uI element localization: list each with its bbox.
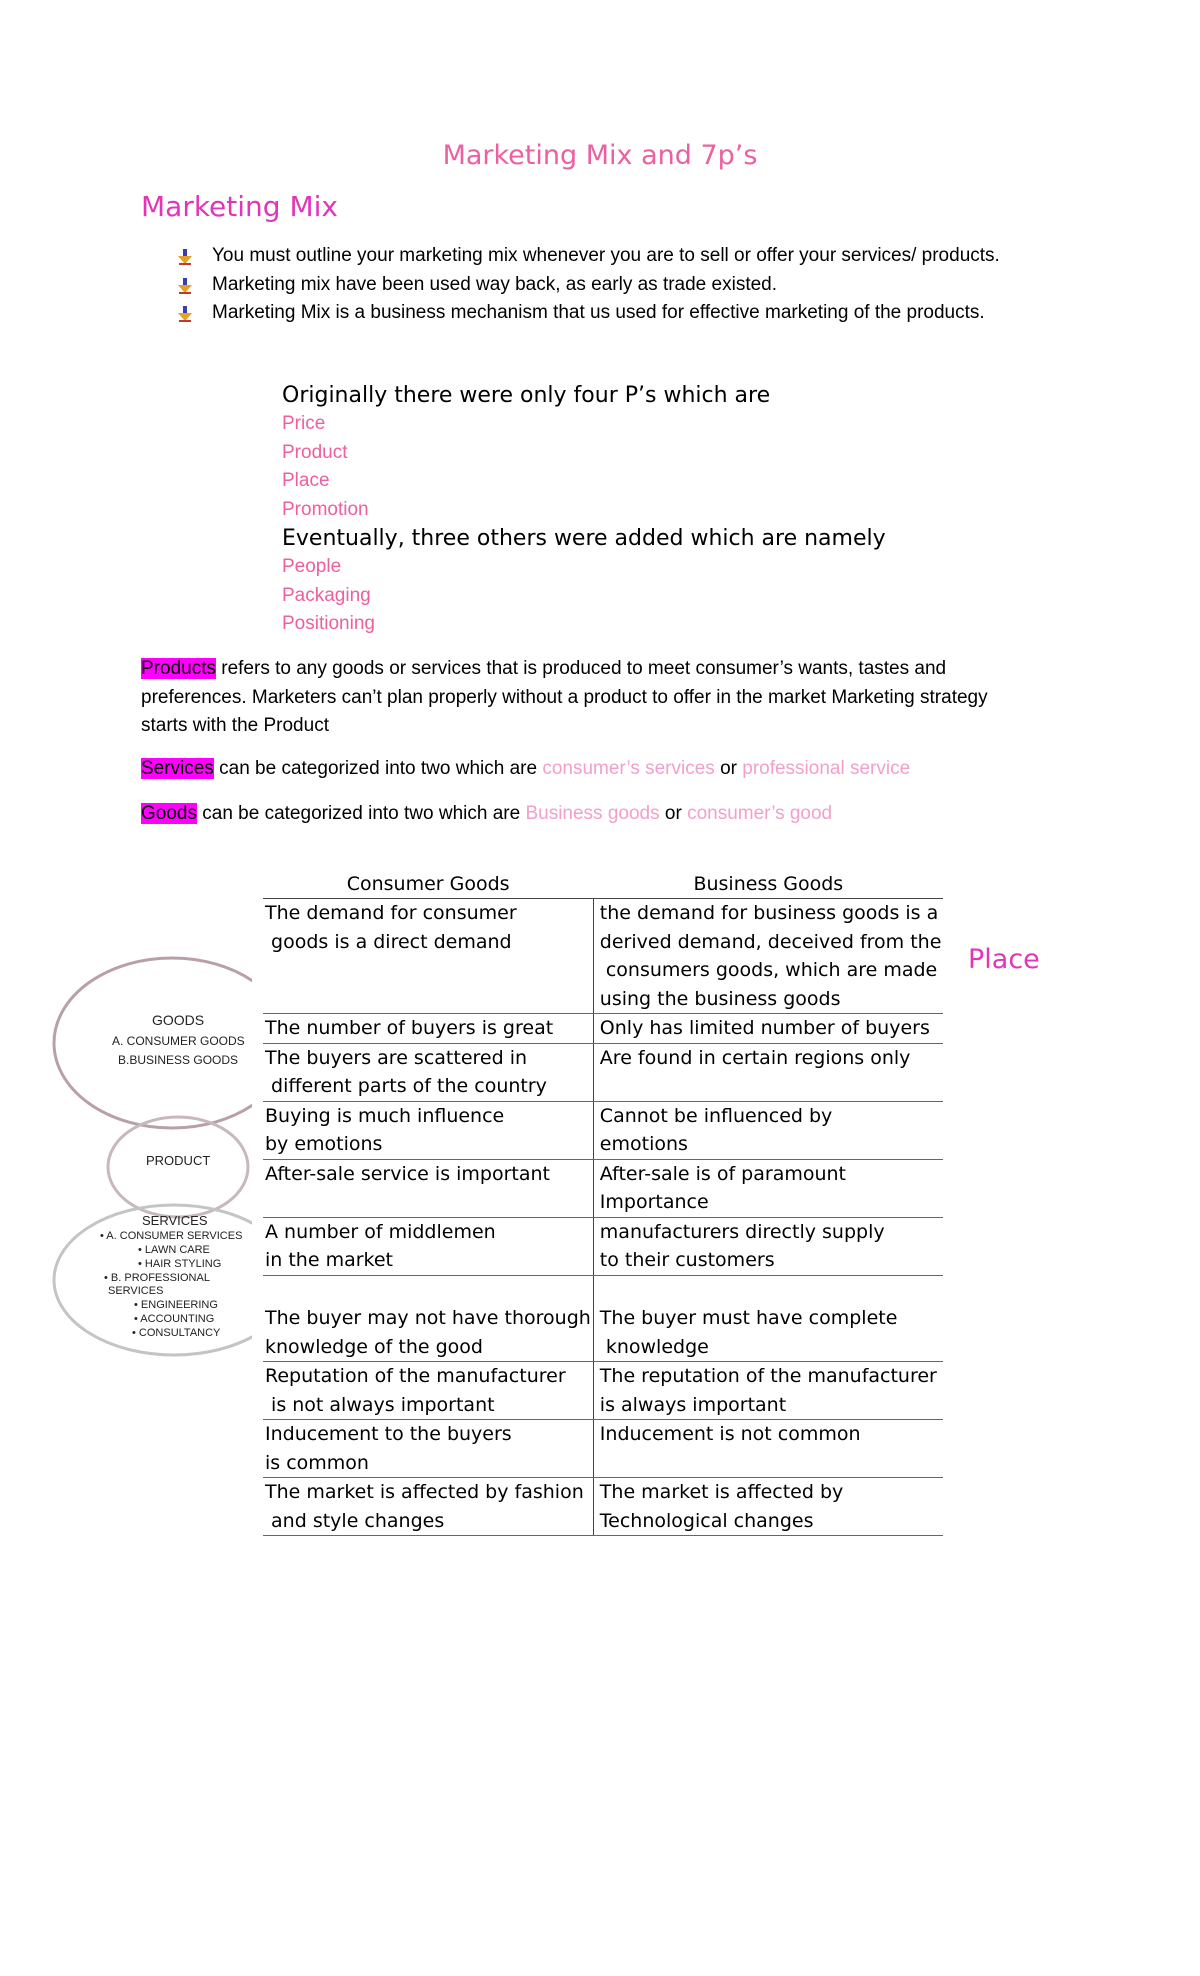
arrow-down-bullet-icon xyxy=(176,305,194,323)
services-text: can be categorized into two which are xyxy=(213,758,543,779)
cell-line: is common xyxy=(265,1451,369,1474)
cell-line: using the business goods xyxy=(599,987,841,1010)
cell-line: The number of buyers is great xyxy=(265,1017,554,1039)
table-header-row xyxy=(263,870,943,899)
p-item-product: Product xyxy=(282,441,348,463)
diagram-services-item: • LAWN CARE xyxy=(138,1244,210,1256)
cell-line: the demand for business goods is a xyxy=(599,902,939,924)
cell-line: to their customers xyxy=(599,1249,775,1271)
table-row xyxy=(263,1014,943,1044)
services-or: or xyxy=(714,758,743,779)
p-item-price: Price xyxy=(282,413,326,434)
cell-consumer-goods xyxy=(263,899,593,1014)
p-item-promotion: Promotion xyxy=(282,498,369,520)
cell-line: in the market xyxy=(265,1249,394,1271)
cell-line: Inducement is not common xyxy=(599,1423,861,1445)
table-row xyxy=(263,1159,943,1217)
cell-line: The reputation of the manufacturer xyxy=(599,1365,937,1387)
table-row xyxy=(263,899,943,1014)
cell-business-goods xyxy=(593,1478,943,1536)
services-option-professional: professional service xyxy=(742,758,911,779)
p-item-packaging: Packaging xyxy=(282,584,371,606)
cell-line: by emotions xyxy=(265,1133,383,1155)
services-paragraph xyxy=(141,755,1061,784)
cell-line: is always important xyxy=(599,1393,787,1416)
cell-line: different parts of the country xyxy=(265,1075,547,1097)
bullet-text: You must outline your marketing mix whenever you are to sell or offer your services/ products. xyxy=(212,245,1000,266)
p-item-positioning: Positioning xyxy=(282,613,375,634)
goods-or: or xyxy=(659,803,688,824)
table-row xyxy=(263,1217,943,1275)
cell-line: knowledge of the good xyxy=(265,1335,483,1358)
arrow-down-bullet-icon xyxy=(176,277,194,295)
four-ps-intro: Originally there were only four P’s which are xyxy=(282,383,771,408)
highlight-term-products: Products xyxy=(141,658,216,679)
cell-business-goods xyxy=(593,1362,943,1420)
cell-line xyxy=(600,1276,942,1305)
goods-option-business: Business goods xyxy=(525,803,660,824)
cell-line: Technological changes xyxy=(599,1509,814,1532)
diagram-goods-a: A. CONSUMER GOODS xyxy=(112,1034,245,1048)
cell-consumer-goods xyxy=(263,1478,593,1536)
cell-line: emotions xyxy=(599,1133,688,1155)
arrow-down-bullet-icon xyxy=(176,248,194,266)
bullet-item xyxy=(176,242,1000,271)
cell-line: The demand for consumer xyxy=(265,902,517,924)
seven-ps-list xyxy=(282,381,886,639)
cell-consumer-goods xyxy=(263,1275,593,1362)
cell-business-goods xyxy=(593,1101,943,1159)
cell-line: The buyers are scattered in xyxy=(265,1046,528,1069)
extra-ps-intro: Eventually, three others were added which are namely xyxy=(282,526,886,551)
p-item-place: Place xyxy=(282,470,330,491)
header-business-goods: Business Goods xyxy=(593,870,943,899)
table-row xyxy=(263,1275,943,1362)
cell-line: Only has limited number of buyers xyxy=(599,1017,930,1039)
cell-line: derived demand, deceived from the xyxy=(599,930,942,953)
diagram-goods-b: B.BUSINESS GOODS xyxy=(118,1053,239,1067)
cell-line: consumers goods, which are made xyxy=(599,959,938,981)
table-body xyxy=(263,899,943,1536)
products-text-line3: starts with the Product xyxy=(141,715,329,736)
cell-line: After-sale service is important xyxy=(265,1162,550,1185)
goods-paragraph xyxy=(141,800,1061,829)
diagram-services-item: • CONSULTANCY xyxy=(132,1327,221,1339)
cell-line: is not always important xyxy=(265,1393,495,1416)
cell-consumer-goods xyxy=(263,1101,593,1159)
bullet-item xyxy=(176,299,1000,328)
p-item-people: People xyxy=(282,556,342,577)
cell-line: The buyer must have complete xyxy=(599,1307,898,1329)
cell-consumer-goods xyxy=(263,1014,593,1044)
cell-business-goods xyxy=(593,1420,943,1478)
highlight-term-goods: Goods xyxy=(141,803,197,824)
cell-line: knowledge xyxy=(599,1335,709,1358)
table-row xyxy=(263,1101,943,1159)
cell-consumer-goods xyxy=(263,1217,593,1275)
section-heading-marketing-mix: Marketing Mix xyxy=(141,190,338,223)
diagram-services-item: • HAIR STYLING xyxy=(138,1258,222,1270)
page-title: Marketing Mix and 7p’s xyxy=(442,140,758,171)
bullet-text: Marketing mix have been used way back, as early as trade existed. xyxy=(212,273,778,295)
table-row xyxy=(263,1362,943,1420)
diagram-services-item: • B. PROFESSIONAL xyxy=(104,1272,210,1284)
cell-line: Reputation of the manufacturer xyxy=(265,1365,566,1387)
cell-line: goods is a direct demand xyxy=(265,930,512,953)
cell-line: The market is affected by fashion xyxy=(265,1481,584,1503)
table-row xyxy=(263,1420,943,1478)
cell-consumer-goods xyxy=(263,1043,593,1101)
cell-line: Are found in certain regions only xyxy=(599,1046,911,1069)
cell-line: The market is affected by xyxy=(599,1481,844,1503)
goods-text: can be categorized into two which are xyxy=(196,803,526,824)
cell-consumer-goods xyxy=(263,1362,593,1420)
cell-line: Cannot be influenced by xyxy=(599,1104,833,1127)
cell-line: Importance xyxy=(599,1191,709,1213)
table-row xyxy=(263,1478,943,1536)
bullet-item xyxy=(176,271,1000,300)
cell-business-goods xyxy=(593,1014,943,1044)
cell-line xyxy=(265,1276,591,1305)
cell-line: The buyer may not have thorough xyxy=(265,1307,591,1329)
highlight-term-services: Services xyxy=(141,758,214,779)
consumer-vs-business-goods-table xyxy=(263,870,943,1536)
place-label: Place xyxy=(968,944,1040,975)
bullet-text: Marketing Mix is a business mechanism that us used for effective marketing of the products. xyxy=(212,302,985,323)
diagram-goods-title: GOODS xyxy=(152,1012,205,1028)
products-paragraph xyxy=(141,655,1061,741)
cell-line: Inducement to the buyers xyxy=(265,1423,512,1445)
goods-option-consumer: consumer’s good xyxy=(687,803,833,824)
cell-line: A number of middlemen xyxy=(265,1220,496,1243)
cell-business-goods xyxy=(593,1275,943,1362)
header-consumer-goods: Consumer Goods xyxy=(263,870,593,899)
cell-line: and style changes xyxy=(265,1509,445,1532)
diagram-services-item: • A. CONSUMER SERVICES xyxy=(100,1230,243,1242)
cell-consumer-goods xyxy=(263,1420,593,1478)
services-option-consumer: consumer’s services xyxy=(542,758,715,779)
diagram-services-item: • ENGINEERING xyxy=(134,1299,218,1311)
diagram-services-item: SERVICES xyxy=(108,1285,164,1297)
cell-business-goods xyxy=(593,1043,943,1101)
cell-line: manufacturers directly supply xyxy=(599,1220,885,1243)
products-text-line2: preferences. Marketers can’t plan properly without a product to offer in the market Marketing strategy xyxy=(141,686,988,708)
cell-business-goods xyxy=(593,1217,943,1275)
cell-line: After-sale is of paramount xyxy=(599,1162,847,1185)
cell-consumer-goods xyxy=(263,1159,593,1217)
diagram-product-label: PRODUCT xyxy=(146,1153,211,1168)
diagram-services-title: SERVICES xyxy=(142,1213,208,1228)
bullet-list xyxy=(176,242,1000,328)
cell-business-goods xyxy=(593,899,943,1014)
products-text-line1: refers to any goods or services that is produced to meet consumer’s wants, tastes and xyxy=(215,658,947,679)
product-diagram xyxy=(52,945,252,1360)
table-row xyxy=(263,1043,943,1101)
cell-business-goods xyxy=(593,1159,943,1217)
cell-line: Buying is much influence xyxy=(265,1104,505,1127)
diagram-services-item: • ACCOUNTING xyxy=(134,1313,215,1325)
